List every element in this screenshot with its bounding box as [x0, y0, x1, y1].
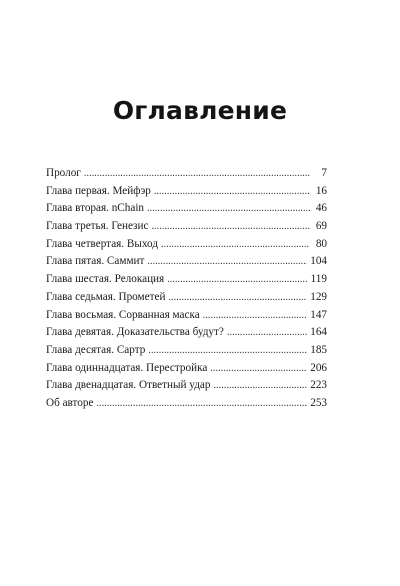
- dot-leader: [151, 218, 310, 236]
- toc-entry-title: Глава первая. Мейфэр: [46, 184, 151, 197]
- toc-entry-title: Глава седьмая. Прометей: [46, 290, 166, 303]
- toc-entry-title: Пролог: [46, 167, 81, 179]
- toc-entry: [46, 200, 327, 218]
- toc-entry-title: Глава двенадцатая. Ответный удар: [46, 379, 211, 392]
- dot-leader: [227, 324, 307, 342]
- toc-entry-title: Глава вторая. nChain: [46, 202, 145, 215]
- dot-leader: [213, 377, 307, 395]
- dot-leader: [147, 253, 307, 271]
- toc-entry-title: Глава третья. Генезис: [46, 220, 149, 233]
- dot-leader: [84, 165, 310, 183]
- toc-entry: [46, 342, 327, 360]
- table-of-contents: [46, 165, 327, 413]
- toc-entry-title: Глава восьмая. Сорванная маска: [46, 308, 200, 321]
- toc-page-number: 7: [321, 167, 327, 179]
- toc-entry: [46, 183, 327, 201]
- toc-page-number: 16: [315, 184, 327, 197]
- toc-page-number: 46: [315, 202, 327, 215]
- toc-entry-title: Глава одиннадцатая. Перестройка: [46, 361, 208, 374]
- toc-entry: [46, 324, 327, 342]
- toc-entry: [46, 165, 327, 183]
- toc-entry-title: Глава пятая. Саммит: [46, 255, 145, 268]
- dot-leader: [154, 183, 310, 201]
- toc-entry: [46, 289, 327, 307]
- toc-entry: [46, 218, 327, 236]
- dot-leader: [148, 342, 307, 360]
- dot-leader: [167, 271, 307, 289]
- dot-leader: [210, 360, 307, 378]
- dot-leader: [147, 200, 310, 218]
- toc-entry: [46, 395, 327, 413]
- toc-page-number: 164: [310, 326, 327, 339]
- toc-entry: [46, 307, 327, 325]
- toc-entry: [46, 253, 327, 271]
- toc-entry-title: Глава десятая. Сартр: [46, 343, 146, 356]
- toc-entry-title: Глава шестая. Релокация: [46, 273, 165, 286]
- toc-page-number: 104: [310, 255, 327, 268]
- toc-entry-title: Глава четвертая. Выход: [46, 237, 159, 250]
- toc-page-number: 119: [310, 273, 327, 286]
- toc-entry: [46, 377, 327, 395]
- toc-page-number: 147: [310, 308, 327, 321]
- toc-entry: [46, 236, 327, 254]
- toc-page-number: 69: [315, 220, 327, 233]
- toc-entry-title: Об авторе: [46, 396, 94, 409]
- toc-page-number: 80: [315, 237, 327, 250]
- page-title: Оглавление: [112, 96, 288, 125]
- dot-leader: [168, 289, 307, 307]
- toc-entry: [46, 360, 327, 378]
- toc-page-number: 223: [310, 379, 327, 392]
- toc-page-number: 185: [310, 343, 327, 356]
- dot-leader: [96, 395, 307, 413]
- dot-leader: [161, 236, 310, 254]
- toc-page-number: 206: [310, 361, 327, 374]
- toc-page-number: 253: [310, 396, 327, 409]
- toc-entry: [46, 271, 327, 289]
- dot-leader: [203, 307, 307, 325]
- toc-page-number: 129: [310, 290, 327, 303]
- toc-entry-title: Глава девятая. Доказательства будут?: [46, 326, 224, 339]
